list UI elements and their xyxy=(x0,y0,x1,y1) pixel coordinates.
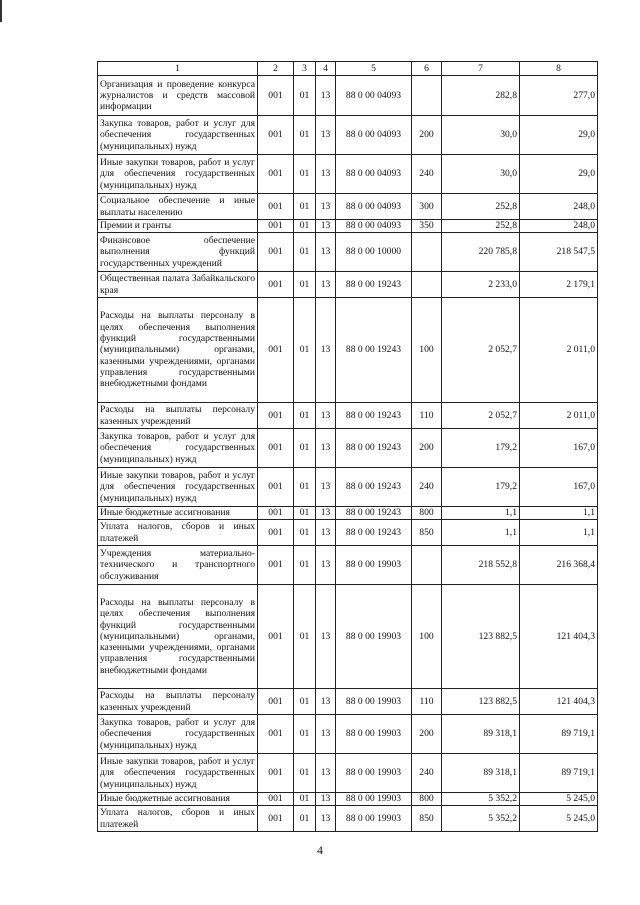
code-expense-type: 800 xyxy=(412,793,442,806)
code-expense-type xyxy=(412,76,442,116)
amount-year-2: 248,0 xyxy=(520,194,598,220)
code-ministry: 001 xyxy=(258,715,294,754)
code-target-article: 88 0 00 04093 xyxy=(336,155,412,194)
code-target-article: 88 0 00 19243 xyxy=(336,468,412,507)
amount-year-1: 282,8 xyxy=(442,76,520,116)
table-row xyxy=(98,155,598,194)
budget-table-container xyxy=(97,61,597,832)
table-row xyxy=(98,715,598,754)
amount-year-2: 89 719,1 xyxy=(520,754,598,793)
code-subsection: 13 xyxy=(316,194,336,220)
code-ministry: 001 xyxy=(258,298,294,403)
page-number: 4 xyxy=(317,843,323,857)
amount-year-1: 2 052,7 xyxy=(442,298,520,403)
item-name: Финансовое обеспечение выполнения функций государственных учреждений xyxy=(98,233,258,272)
amount-year-2: 5 245,0 xyxy=(520,806,598,832)
table-row xyxy=(98,546,598,585)
amount-year-1: 218 552,8 xyxy=(442,546,520,585)
amount-year-1: 89 318,1 xyxy=(442,715,520,754)
code-subsection: 13 xyxy=(316,520,336,546)
amount-year-2: 2 179,1 xyxy=(520,272,598,298)
code-ministry: 001 xyxy=(258,585,294,689)
table-row xyxy=(98,429,598,468)
code-target-article: 88 0 00 19903 xyxy=(336,715,412,754)
code-subsection: 13 xyxy=(316,220,336,233)
code-expense-type: 300 xyxy=(412,194,442,220)
amount-year-2: 248,0 xyxy=(520,220,598,233)
table-row xyxy=(98,793,598,806)
code-expense-type: 850 xyxy=(412,806,442,832)
code-ministry: 001 xyxy=(258,689,294,715)
amount-year-1: 5 352,2 xyxy=(442,806,520,832)
code-section: 01 xyxy=(294,793,316,806)
amount-year-2: 1,1 xyxy=(520,520,598,546)
column-header: 1 xyxy=(98,62,258,76)
item-name: Закупка товаров, работ и услуг для обеспечения государственных (муниципальных) нужд xyxy=(98,429,258,468)
code-section: 01 xyxy=(294,715,316,754)
table-row xyxy=(98,194,598,220)
code-expense-type: 800 xyxy=(412,507,442,520)
code-ministry: 001 xyxy=(258,76,294,116)
code-expense-type: 110 xyxy=(412,689,442,715)
code-subsection: 13 xyxy=(316,546,336,585)
amount-year-1: 179,2 xyxy=(442,429,520,468)
code-ministry: 001 xyxy=(258,429,294,468)
code-target-article: 88 0 00 04093 xyxy=(336,76,412,116)
column-header: 4 xyxy=(316,62,336,76)
code-ministry: 001 xyxy=(258,272,294,298)
code-expense-type: 850 xyxy=(412,520,442,546)
code-expense-type: 200 xyxy=(412,116,442,155)
code-section: 01 xyxy=(294,585,316,689)
code-target-article: 88 0 00 10000 xyxy=(336,233,412,272)
amount-year-2: 167,0 xyxy=(520,468,598,507)
item-name: Общественная палата Забайкальского края xyxy=(98,272,258,298)
amount-year-2: 121 404,3 xyxy=(520,585,598,689)
code-target-article: 88 0 00 19243 xyxy=(336,298,412,403)
item-name: Учреждения материально-технического и транспортного обслуживания xyxy=(98,546,258,585)
code-expense-type: 100 xyxy=(412,585,442,689)
code-expense-type: 240 xyxy=(412,468,442,507)
code-ministry: 001 xyxy=(258,507,294,520)
code-expense-type: 240 xyxy=(412,155,442,194)
amount-year-2: 1,1 xyxy=(520,507,598,520)
amount-year-2: 29,0 xyxy=(520,155,598,194)
code-subsection: 13 xyxy=(316,507,336,520)
code-ministry: 001 xyxy=(258,546,294,585)
column-header: 2 xyxy=(258,62,294,76)
item-name: Иные закупки товаров, работ и услуг для обеспечения государственных (муниципальных) нужд xyxy=(98,754,258,793)
table-row xyxy=(98,298,598,403)
budget-table xyxy=(97,61,598,832)
code-expense-type: 350 xyxy=(412,220,442,233)
code-ministry: 001 xyxy=(258,220,294,233)
code-subsection: 13 xyxy=(316,585,336,689)
code-section: 01 xyxy=(294,220,316,233)
table-body xyxy=(98,76,598,832)
item-name: Организация и проведение конкурса журналистов и средств массовой информации xyxy=(98,76,258,116)
code-section: 01 xyxy=(294,754,316,793)
code-section: 01 xyxy=(294,272,316,298)
code-section: 01 xyxy=(294,116,316,155)
amount-year-1: 220 785,8 xyxy=(442,233,520,272)
table-row xyxy=(98,468,598,507)
code-subsection: 13 xyxy=(316,468,336,507)
code-ministry: 001 xyxy=(258,754,294,793)
code-subsection: 13 xyxy=(316,793,336,806)
code-section: 01 xyxy=(294,468,316,507)
amount-year-1: 123 882,5 xyxy=(442,585,520,689)
column-header: 6 xyxy=(412,62,442,76)
table-row xyxy=(98,754,598,793)
code-target-article: 88 0 00 19243 xyxy=(336,507,412,520)
code-target-article: 88 0 00 19243 xyxy=(336,520,412,546)
amount-year-1: 179,2 xyxy=(442,468,520,507)
scan-edge-mark xyxy=(0,0,2,22)
code-subsection: 13 xyxy=(316,689,336,715)
code-ministry: 001 xyxy=(258,806,294,832)
amount-year-1: 2 052,7 xyxy=(442,403,520,429)
amount-year-2: 218 547,5 xyxy=(520,233,598,272)
amount-year-1: 1,1 xyxy=(442,520,520,546)
table-row xyxy=(98,806,598,832)
code-ministry: 001 xyxy=(258,233,294,272)
code-section: 01 xyxy=(294,520,316,546)
column-number-row xyxy=(98,62,598,76)
code-ministry: 001 xyxy=(258,793,294,806)
item-name: Закупка товаров, работ и услуг для обеспечения государственных (муниципальных) нужд xyxy=(98,715,258,754)
amount-year-1: 89 318,1 xyxy=(442,754,520,793)
table-row xyxy=(98,220,598,233)
table-row xyxy=(98,507,598,520)
amount-year-2: 277,0 xyxy=(520,76,598,116)
code-target-article: 88 0 00 04093 xyxy=(336,220,412,233)
code-subsection: 13 xyxy=(316,298,336,403)
code-subsection: 13 xyxy=(316,429,336,468)
amount-year-2: 29,0 xyxy=(520,116,598,155)
amount-year-2: 5 245,0 xyxy=(520,793,598,806)
code-section: 01 xyxy=(294,155,316,194)
code-expense-type: 200 xyxy=(412,429,442,468)
table-row xyxy=(98,76,598,116)
code-section: 01 xyxy=(294,233,316,272)
code-expense-type xyxy=(412,272,442,298)
item-name: Иные закупки товаров, работ и услуг для обеспечения государственных (муниципальных) нужд xyxy=(98,155,258,194)
code-target-article: 88 0 00 19903 xyxy=(336,806,412,832)
amount-year-2: 2 011,0 xyxy=(520,403,598,429)
amount-year-1: 30,0 xyxy=(442,116,520,155)
amount-year-2: 167,0 xyxy=(520,429,598,468)
code-expense-type: 100 xyxy=(412,298,442,403)
code-section: 01 xyxy=(294,806,316,832)
item-name: Расходы на выплаты персоналу казенных учреждений xyxy=(98,689,258,715)
item-name: Уплата налогов, сборов и иных платежей xyxy=(98,806,258,832)
column-header: 7 xyxy=(442,62,520,76)
code-target-article: 88 0 00 19903 xyxy=(336,754,412,793)
table-row xyxy=(98,585,598,689)
item-name: Социальное обеспечение и иные выплаты населению xyxy=(98,194,258,220)
code-subsection: 13 xyxy=(316,806,336,832)
code-expense-type xyxy=(412,546,442,585)
code-subsection: 13 xyxy=(316,116,336,155)
table-row xyxy=(98,689,598,715)
code-section: 01 xyxy=(294,689,316,715)
code-target-article: 88 0 00 19243 xyxy=(336,272,412,298)
code-expense-type: 110 xyxy=(412,403,442,429)
item-name: Закупка товаров, работ и услуг для обеспечения государственных (муниципальных) нужд xyxy=(98,116,258,155)
amount-year-1: 252,8 xyxy=(442,194,520,220)
code-subsection: 13 xyxy=(316,155,336,194)
code-subsection: 13 xyxy=(316,715,336,754)
code-ministry: 001 xyxy=(258,403,294,429)
table-row xyxy=(98,403,598,429)
code-section: 01 xyxy=(294,194,316,220)
code-expense-type xyxy=(412,233,442,272)
amount-year-1: 30,0 xyxy=(442,155,520,194)
table-row xyxy=(98,233,598,272)
table-row xyxy=(98,520,598,546)
code-ministry: 001 xyxy=(258,155,294,194)
code-target-article: 88 0 00 19243 xyxy=(336,403,412,429)
code-target-article: 88 0 00 19903 xyxy=(336,689,412,715)
code-ministry: 001 xyxy=(258,468,294,507)
code-ministry: 001 xyxy=(258,194,294,220)
code-subsection: 13 xyxy=(316,76,336,116)
item-name: Иные бюджетные ассигнования xyxy=(98,507,258,520)
column-header: 5 xyxy=(336,62,412,76)
column-header: 3 xyxy=(294,62,316,76)
code-section: 01 xyxy=(294,298,316,403)
code-target-article: 88 0 00 19903 xyxy=(336,585,412,689)
code-target-article: 88 0 00 19243 xyxy=(336,429,412,468)
amount-year-1: 1,1 xyxy=(442,507,520,520)
code-subsection: 13 xyxy=(316,233,336,272)
code-target-article: 88 0 00 04093 xyxy=(336,116,412,155)
item-name: Премии и гранты xyxy=(98,220,258,233)
code-section: 01 xyxy=(294,507,316,520)
table-row xyxy=(98,272,598,298)
code-subsection: 13 xyxy=(316,754,336,793)
amount-year-1: 2 233,0 xyxy=(442,272,520,298)
amount-year-2: 2 011,0 xyxy=(520,298,598,403)
amount-year-2: 121 404,3 xyxy=(520,689,598,715)
code-target-article: 88 0 00 04093 xyxy=(336,194,412,220)
item-name: Расходы на выплаты персоналу в целях обеспечения выполнения функций государственными (муниципальными) органами, казенными учреждениями, органами управления государственными внебюджетными фондами xyxy=(98,585,258,689)
code-ministry: 001 xyxy=(258,116,294,155)
code-section: 01 xyxy=(294,403,316,429)
amount-year-2: 216 368,4 xyxy=(520,546,598,585)
item-name: Расходы на выплаты персоналу казенных учреждений xyxy=(98,403,258,429)
item-name: Иные закупки товаров, работ и услуг для обеспечения государственных (муниципальных) нужд xyxy=(98,468,258,507)
code-subsection: 13 xyxy=(316,272,336,298)
column-header: 8 xyxy=(520,62,598,76)
item-name: Расходы на выплаты персоналу в целях обеспечения выполнения функций государственными (муниципальными) органами, казенными учреждениями, органами управления государственными внебюджетными фондами xyxy=(98,298,258,403)
amount-year-1: 5 352,2 xyxy=(442,793,520,806)
code-subsection: 13 xyxy=(316,403,336,429)
code-expense-type: 200 xyxy=(412,715,442,754)
code-target-article: 88 0 00 19903 xyxy=(336,546,412,585)
item-name: Уплата налогов, сборов и иных платежей xyxy=(98,520,258,546)
item-name: Иные бюджетные ассигнования xyxy=(98,793,258,806)
code-ministry: 001 xyxy=(258,520,294,546)
code-expense-type: 240 xyxy=(412,754,442,793)
amount-year-2: 89 719,1 xyxy=(520,715,598,754)
code-section: 01 xyxy=(294,546,316,585)
code-section: 01 xyxy=(294,76,316,116)
table-row xyxy=(98,116,598,155)
code-target-article: 88 0 00 19903 xyxy=(336,793,412,806)
amount-year-1: 252,8 xyxy=(442,220,520,233)
code-section: 01 xyxy=(294,429,316,468)
amount-year-1: 123 882,5 xyxy=(442,689,520,715)
